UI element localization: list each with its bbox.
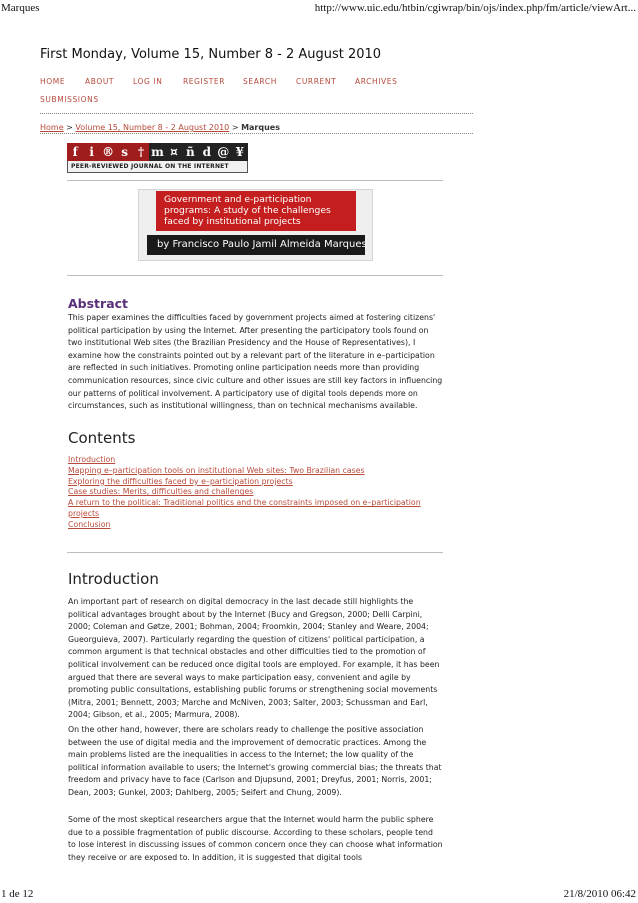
logo-glyph: m: [151, 145, 164, 159]
contents-list: [68, 455, 443, 531]
logo-glyph: ñ: [182, 143, 198, 161]
introduction-paragraph-3: Some of the most skeptical researchers argue that the Internet would harm the public sphere due to a possible fragmentation of public discourse. According to these scholars, people tend to lose interest in discussing issues of common concern once they can choose what information they receive or are exposed to. In addition, it is suggested that digital tools: [68, 815, 443, 862]
contents-separator: [67, 552, 443, 553]
print-header-title: Marques: [1, 2, 40, 14]
logo-glyph: f: [67, 143, 83, 161]
logo-glyph: d: [199, 143, 215, 161]
toc-link-introduction[interactable]: Introduction: [68, 455, 116, 464]
logo-glyph: ¥: [232, 143, 248, 161]
cover-title-line: Government and e-participation: [164, 194, 312, 205]
cover-title: [156, 191, 356, 231]
print-timestamp: 21/8/2010 06:42: [563, 888, 636, 900]
nav-login[interactable]: LOG IN: [133, 77, 163, 86]
first-monday-logo: [67, 143, 248, 173]
breadcrumb-divider: [40, 133, 473, 134]
breadcrumb: [40, 123, 280, 132]
abstract-separator: [67, 275, 443, 276]
logo-tagline: PEER-REVIEWED JOURNAL ON THE INTERNET: [67, 161, 248, 173]
introduction-paragraph-1: An important part of research on digital democracy in the last decade still highlights the political advantages brought about by the Internet (Bucy and Gregson, 2000; Delli Carpini, 2000; Coleman and Gøtze, 2001; Bohman, 2004; Froomkin, 2004; Stanley and Weare, 2004; Gueorguieva, 2007). Particularly regarding the question of citizens' political participation, a common argument is that technical obstacles and other difficulties tied to the promotion of political involvement can be reduced once digital tools are employed. For example, it has been argued that there are several ways to make participation easy, convenient and agile by promoting public consultations, establishing public forums or strengthening social movements (Mitra, 2001; Bennett, 2003; Marche and McNiven, 2003; Salter, 2003; Schussman and Earl, 2004; Gibson, et al., 2005; Marmura, 2008).: [68, 597, 440, 720]
nav-divider: [40, 113, 473, 114]
cover-author: by Francisco Paulo Jamil Almeida Marques: [147, 235, 365, 255]
toc-link-return-to-political[interactable]: A return to the political: Traditional politics and the constraints imposed on e–participation projects: [68, 498, 421, 518]
journal-title: First Monday, Volume 15, Number 8 - 2 August 2010: [40, 47, 382, 62]
logo-glyph: i: [83, 143, 99, 161]
article-cover-image: [138, 189, 373, 261]
abstract-text: This paper examines the difficulties faced by government projects aimed at fostering citizens' political participation by using the Internet. After presenting the participatory tools found on two institutional Web sites (the Brazilian Presidency and the House of Representatives), I examine how the constraints pointed out by a relevant part of the literature in e–participation are reflected in such initiatives. Promoting online participation needs more than providing communication resources, since civic culture and other issues are still key factors in influencing our patterns of political involvement. A participatory use of digital tools depends more on circumstances, such as institutional willingness, than on technical mechanisms available.: [68, 313, 443, 411]
logo-glyph: s: [116, 143, 132, 161]
introduction-paragraph-2: On the other hand, however, there are scholars ready to challenge the positive association between the use of digital media and the improvement of democratic practices. Among the main problems listed are the inequalities in access to the Internet; the low quality of the political information available to users; the Internet's growing commercial bias; the threats that freedom and privacy have to face (Carlson and Djupsund, 2001; Dreyfus, 2001; Norris, 2001; Dean, 2003; Gunkel, 2003; Dahlberg, 2005; Seifert and Chung, 2009).: [68, 725, 442, 797]
nav-register[interactable]: REGISTER: [183, 77, 226, 86]
nav-current[interactable]: CURRENT: [296, 77, 337, 86]
header-separator: [67, 180, 443, 181]
toc-link-conclusion[interactable]: Conclusion: [68, 519, 111, 529]
print-page-number: 1 de 12: [1, 888, 34, 900]
logo-glyph: ®: [100, 143, 116, 161]
logo-glyph: ¤: [166, 143, 182, 161]
logo-glyph-strip: [67, 143, 248, 161]
nav-about[interactable]: ABOUT: [85, 77, 115, 86]
introduction-heading: Introduction: [68, 570, 159, 588]
breadcrumb-home[interactable]: Home: [40, 123, 64, 132]
nav-archives[interactable]: ARCHIVES: [355, 77, 398, 86]
breadcrumb-issue[interactable]: Volume 15, Number 8 - 2 August 2010: [75, 123, 230, 132]
nav-home[interactable]: HOME: [40, 77, 66, 86]
breadcrumb-separator: >: [66, 123, 73, 132]
logo-glyph: @: [215, 143, 231, 161]
cover-title-line: programs: A study of the challenges: [164, 205, 331, 216]
breadcrumb-current: Marques: [241, 123, 280, 132]
cover-title-line: faced by institutional projects: [164, 216, 301, 227]
nav-submissions[interactable]: SUBMISSIONS: [40, 95, 99, 104]
nav-search[interactable]: SEARCH: [243, 77, 277, 86]
abstract-heading: Abstract: [68, 296, 129, 311]
toc-link-case-studies[interactable]: Case studies: Merits, difficulties and challenges: [68, 487, 254, 497]
contents-heading: Contents: [68, 429, 136, 447]
logo-glyph: †: [133, 143, 149, 161]
breadcrumb-separator: >: [231, 123, 239, 132]
toc-link-difficulties[interactable]: Exploring the difficulties faced by e–participation projects: [68, 476, 293, 486]
print-header: [0, 2, 638, 18]
print-footer: [0, 888, 638, 902]
print-header-url: http://www.uic.edu/htbin/cgiwrap/bin/ojs/index.php/fm/article/viewArt...: [314, 2, 636, 14]
toc-link-mapping[interactable]: Mapping e–participation tools on institutional Web sites: Two Brazilian cases: [68, 465, 365, 475]
